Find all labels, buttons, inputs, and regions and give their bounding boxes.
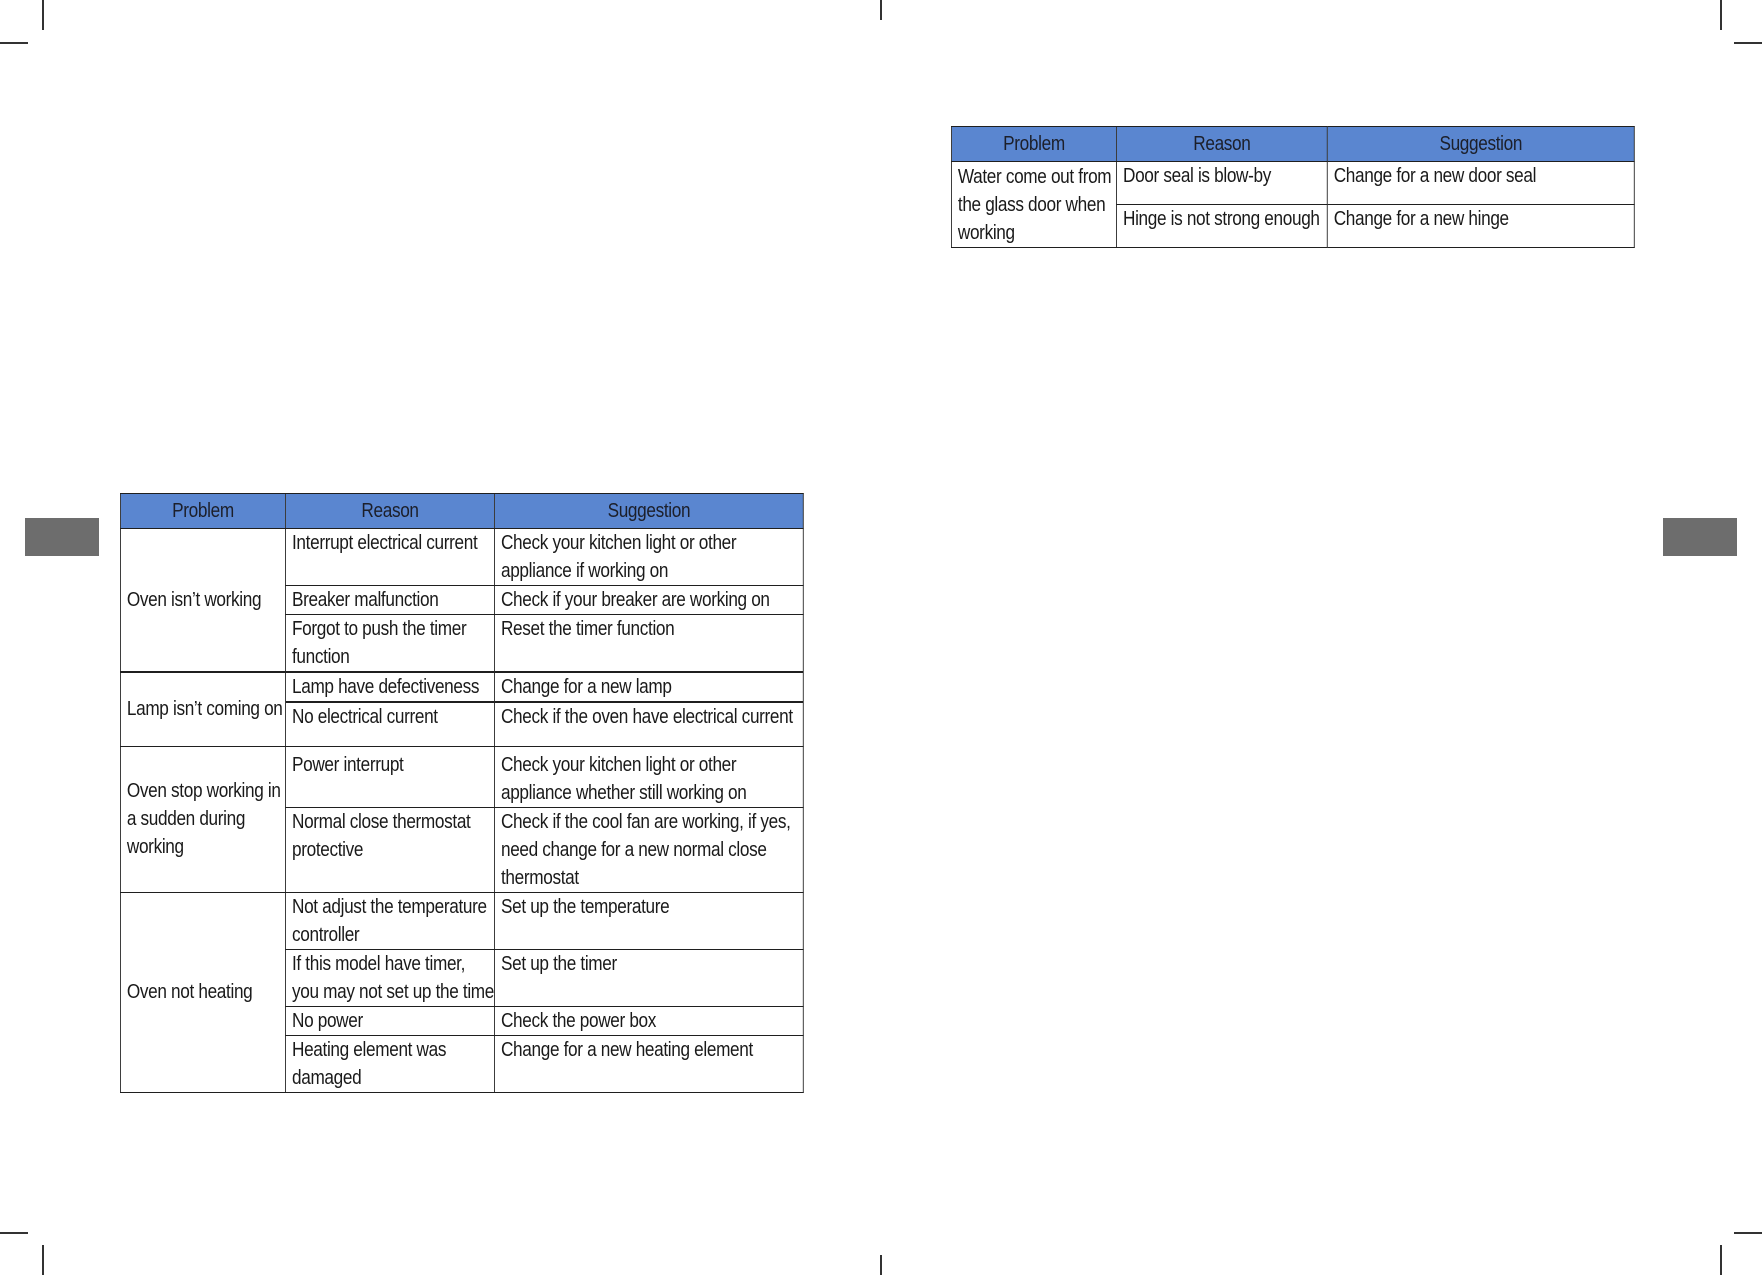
suggestion-cell: Check if the cool fan are working, if yes, need change for a new normal close thermostat: [495, 807, 804, 892]
reason-cell: Normal close thermostat protective: [286, 807, 495, 892]
reason-cell: Door seal is blow-by: [1117, 162, 1328, 205]
suggestion-cell: Change for a new door seal: [1327, 162, 1634, 205]
suggestion-cell: Reset the timer function: [495, 615, 804, 673]
suggestion-cell: Change for a new heating element: [495, 1035, 804, 1092]
troubleshooting-table-door: [951, 126, 1635, 248]
reason-cell: Breaker malfunction: [286, 586, 495, 615]
suggestion-cell: Check the power box: [495, 1006, 804, 1035]
table-row: [120, 529, 803, 586]
reason-cell: Interrupt electrical current: [286, 529, 495, 586]
header-reason: Reason: [1117, 127, 1328, 162]
suggestion-cell: Check if the oven have electrical current: [495, 702, 804, 746]
header-problem: Problem: [951, 127, 1116, 162]
suggestion-cell: Change for a new hinge: [1327, 205, 1634, 248]
page-edge-tab-right: [1663, 518, 1737, 556]
crop-mark: [880, 1255, 882, 1275]
problem-cell: Water come out from the glass door when working: [951, 162, 1116, 248]
troubleshooting-table-oven: [120, 493, 804, 1093]
reason-cell: No electrical current: [286, 702, 495, 746]
suggestion-cell: Check if your breaker are working on: [495, 586, 804, 615]
table-row: [120, 746, 803, 807]
suggestion-cell: Set up the timer: [495, 949, 804, 1006]
table-header-row: [120, 494, 803, 529]
crop-mark: [0, 42, 28, 44]
header-reason: Reason: [286, 494, 495, 529]
suggestion-cell: Check your kitchen light or other appliance whether still working on: [495, 746, 804, 807]
suggestion-cell: Change for a new lamp: [495, 672, 804, 702]
problem-cell: Oven isn’t working: [120, 529, 285, 673]
crop-mark: [42, 0, 44, 30]
reason-cell: No power: [286, 1006, 495, 1035]
crop-mark: [1734, 42, 1762, 44]
header-suggestion: Suggestion: [495, 494, 804, 529]
reason-cell: Lamp have defectiveness: [286, 672, 495, 702]
crop-mark: [1734, 1232, 1762, 1234]
header-suggestion: Suggestion: [1327, 127, 1634, 162]
crop-mark: [880, 0, 882, 20]
problem-cell: Lamp isn’t coming on: [120, 672, 285, 746]
reason-cell: Forgot to push the timer function: [286, 615, 495, 673]
reason-cell: Hinge is not strong enough: [1117, 205, 1328, 248]
suggestion-cell: Set up the temperature: [495, 892, 804, 949]
table-header-row: [951, 127, 1634, 162]
table-row: [120, 892, 803, 949]
reason-cell: If this model have timer, you may not set up the time: [286, 949, 495, 1006]
reason-cell: Power interrupt: [286, 746, 495, 807]
problem-cell: Oven not heating: [120, 892, 285, 1092]
header-problem: Problem: [120, 494, 285, 529]
crop-mark: [1720, 1245, 1722, 1275]
table-row: [120, 672, 803, 702]
crop-mark: [42, 1245, 44, 1275]
page-edge-tab-left: [25, 518, 99, 556]
problem-cell: Oven stop working in a sudden during working: [120, 746, 285, 892]
table-row: [951, 162, 1634, 205]
crop-mark: [0, 1232, 28, 1234]
reason-cell: Heating element was damaged: [286, 1035, 495, 1092]
reason-cell: Not adjust the temperature controller: [286, 892, 495, 949]
suggestion-cell: Check your kitchen light or other appliance if working on: [495, 529, 804, 586]
crop-mark: [1720, 0, 1722, 30]
